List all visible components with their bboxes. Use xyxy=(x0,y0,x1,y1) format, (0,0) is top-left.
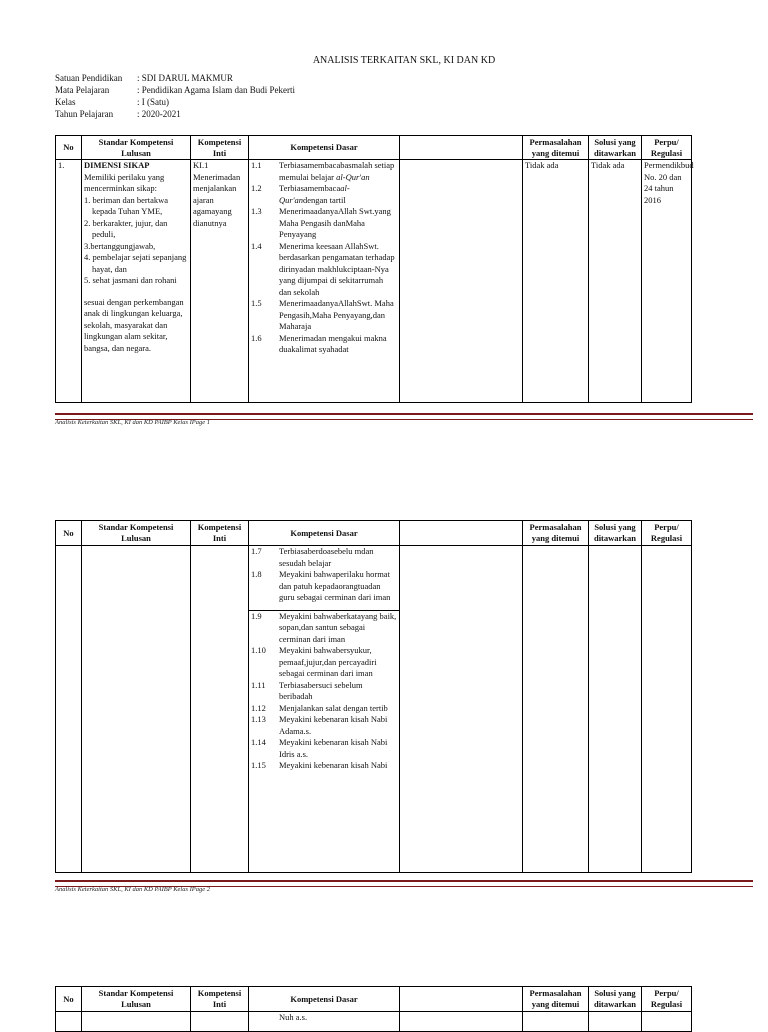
table-row xyxy=(56,546,692,873)
info-label: Mata Pelajaran xyxy=(55,85,110,95)
kd-number: 1.5 xyxy=(251,298,262,308)
ki-cell xyxy=(191,546,249,873)
header-ki: Kompetensi Inti xyxy=(191,136,249,160)
analysis-table-page-2 xyxy=(55,520,692,873)
kd-text: Nuh a.s. xyxy=(279,1012,308,1022)
info-row xyxy=(55,96,295,108)
header-permasalahan: Permasalahan yang ditemui xyxy=(523,987,589,1012)
kd-item xyxy=(251,160,397,183)
header-skl: Standar Kompetensi Lulusan xyxy=(82,136,191,160)
perpu-cell xyxy=(642,546,692,873)
blank-cell xyxy=(400,1012,523,1032)
header-skl: Standar Kompetensi Lulusan xyxy=(82,521,191,546)
header-kd: Kompetensi Dasar xyxy=(249,136,400,160)
header-skl: Standar Kompetensi Lulusan xyxy=(82,987,191,1012)
kd-number: 1.11 xyxy=(251,679,266,690)
kd-number: 1.13 xyxy=(251,714,266,724)
header-solusi: Solusi yang ditawarkan xyxy=(589,987,642,1012)
ki-cell xyxy=(191,1012,249,1032)
kd-text: Terbiasaberdoasebelu mdan sesudah belajar xyxy=(279,546,374,568)
info-label: Satuan Pendidikan xyxy=(55,73,123,83)
solusi-cell xyxy=(589,546,642,873)
header-permasalahan: Permasalahan yang ditemui xyxy=(523,521,589,546)
kd-number: 1.15 xyxy=(251,760,266,770)
header-solusi: Solusi yang ditawarkan xyxy=(589,136,642,160)
kd-text: Meyakini kebenaran kisah Nabi Adama.s. xyxy=(279,714,388,736)
skl-point: 1. beriman dan bertakwa kepada Tuhan YME, xyxy=(84,194,169,216)
header-kd: Kompetensi Dasar xyxy=(249,987,400,1012)
skl-outro: sesuai dengan perkembangan anak di lingkungan keluarga, sekolah, masyarakat dan lingkungan alam sekitar, bangsa, dan negara. xyxy=(84,296,184,353)
kd-text: Meyakini bahwabersyukur, pemaaf,jujur,dan percayadiri sebagai cerminan dari iman xyxy=(279,645,377,678)
kd-text: Menjalankan salat dengan tertib xyxy=(279,702,388,713)
row-number xyxy=(56,546,82,873)
kd-text: Terbiasabersuci sebelum beribadah xyxy=(279,679,363,701)
kd-text: Terbiasamembacaal-Qur'andengan tartil xyxy=(279,183,350,205)
kd-item xyxy=(251,569,397,604)
kd-item xyxy=(251,333,397,356)
header-perpu: Perpu/ Regulasi xyxy=(642,987,692,1012)
kd-number: 1.14 xyxy=(251,737,266,747)
skl-point: 2. berkarakter, jujur, dan peduli, xyxy=(84,217,168,239)
header-blank xyxy=(400,987,523,1012)
perpu-cell: Permendikbud No. 20 dan 24 tahun 2016 xyxy=(642,160,692,403)
kd-item xyxy=(251,714,397,737)
solusi-cell xyxy=(589,1012,642,1032)
info-value: : Pendidikan Agama Islam dan Budi Pekerti xyxy=(137,85,295,95)
kd-number: 1.4 xyxy=(251,240,262,251)
skl-intro: Memiliki perilaku yang mencerminkan sikap: xyxy=(84,171,165,193)
analysis-table-page-1 xyxy=(55,135,692,403)
kd-cell xyxy=(249,160,400,403)
kd-item xyxy=(251,611,397,646)
header-blank xyxy=(400,136,523,160)
info-value: : 2020-2021 xyxy=(137,109,181,119)
info-label: Tahun Pelajaran xyxy=(55,109,114,119)
kd-item xyxy=(251,241,397,299)
kd-item xyxy=(251,546,397,569)
skl-point: 5. sehat jasmani dan rohani xyxy=(84,275,177,285)
skl-title: DIMENSI SIKAP xyxy=(84,160,150,170)
table-header-row xyxy=(56,136,692,160)
kd-text: Meyakini kebenaran kisah Nabi Idris a.s. xyxy=(279,737,388,759)
document-title: ANALISIS TERKAITAN SKL, KI DAN KD xyxy=(312,55,496,66)
header-perpu: Perpu/ Regulasi xyxy=(642,521,692,546)
skl-cell xyxy=(82,546,191,873)
solusi-cell: Tidak ada xyxy=(589,160,642,403)
kd-number: 1.1 xyxy=(251,160,262,170)
page-footer: Analisis Keterkaitan SKL, KI dan KD PAIBP Kelas IPage 1 xyxy=(55,419,211,426)
kd-item xyxy=(251,760,397,772)
kd-item xyxy=(251,298,397,333)
blank-cell xyxy=(400,546,523,873)
kd-number: 1.12 xyxy=(251,702,266,713)
kd-cell xyxy=(249,546,400,873)
kd-cell xyxy=(249,1012,400,1032)
kd-text: MenerimaadanyaAllah Swt.yang Maha Pengasih danMaha Penyayang xyxy=(279,206,391,239)
perpu-cell xyxy=(642,1012,692,1032)
kd-text: Meyakini bahwaperilaku hormat dan patuh kepadaorangtuadan guru sebagai cerminan dari iman xyxy=(279,569,391,602)
row-number xyxy=(56,1012,82,1032)
permasalahan-cell: Tidak ada xyxy=(523,160,589,403)
ki-cell: KI.1 Menerimadan menjalankan ajaran agamayang dianutnya xyxy=(191,160,249,403)
header-kd: Kompetensi Dasar xyxy=(249,521,400,546)
page-footer: Analisis Keterkaitan SKL, KI dan KD PAIBP Kelas IPage 2 xyxy=(55,886,211,893)
kd-number: 1.9 xyxy=(251,610,262,621)
school-info xyxy=(55,72,295,120)
kd-item xyxy=(251,183,397,206)
blank-cell xyxy=(400,160,523,403)
table-header-row xyxy=(56,521,692,546)
info-row xyxy=(55,108,295,120)
header-perpu: Perpu/ Regulasi xyxy=(642,136,692,160)
skl-point: 4. pembelajar sejati sepanjang hayat, dan xyxy=(84,252,187,274)
kd-text: MenerimaadanyaAllahSwt. Maha Pengasih,Maha Penyayang,dan Maharaja xyxy=(279,298,394,331)
header-permasalahan: Permasalahan yang ditemui xyxy=(523,136,589,160)
kd-item xyxy=(251,645,397,680)
kd-item xyxy=(251,680,397,703)
kd-item xyxy=(251,1012,397,1024)
kd-text: Terbiasamembacabasmalah setiap memulai belajar al-Qur'an xyxy=(279,160,395,182)
info-row xyxy=(55,72,295,84)
kd-item xyxy=(251,737,397,760)
skl-cell xyxy=(82,1012,191,1032)
kd-number: 1.2 xyxy=(251,183,262,193)
table-row xyxy=(56,160,692,403)
kd-number: 1.3 xyxy=(251,206,262,216)
permasalahan-cell xyxy=(523,546,589,873)
permasalahan-cell xyxy=(523,1012,589,1032)
kd-number: 1.10 xyxy=(251,645,266,655)
analysis-table-page-3 xyxy=(55,986,692,1032)
kd-number: 1.8 xyxy=(251,569,262,579)
kd-number: 1.6 xyxy=(251,332,262,343)
info-label: Kelas xyxy=(55,97,76,107)
kd-text: Meyakini kebenaran kisah Nabi xyxy=(279,760,388,770)
header-solusi: Solusi yang ditawarkan xyxy=(589,521,642,546)
table-row xyxy=(56,1012,692,1032)
info-value: : I (Satu) xyxy=(137,97,169,107)
header-ki: Kompetensi Inti xyxy=(191,521,249,546)
kd-text: Meyakini bahwaberkatayang baik, sopan,dan santun sebagai cerminan dari iman xyxy=(279,610,397,644)
kd-item xyxy=(251,206,397,241)
header-no: No xyxy=(56,987,82,1012)
info-row xyxy=(55,84,295,96)
row-number: 1. xyxy=(56,160,82,403)
kd-text: Menerimadan mengakui makna duakalimat syahadat xyxy=(279,332,387,354)
table-header-row xyxy=(56,987,692,1012)
kd-number: 1.7 xyxy=(251,546,262,556)
kd-text: Menerima keesaan AllahSwt. berdasarkan pengamatan terhadap dirinyadan makhlukciptaan-Nya yang dijumpai di sekitarrumah dan sekolah xyxy=(279,240,395,297)
kd-item xyxy=(251,703,397,715)
header-no: No xyxy=(56,136,82,160)
skl-point: 3.bertanggungjawab, xyxy=(84,240,156,251)
header-ki: Kompetensi Inti xyxy=(191,987,249,1012)
skl-cell xyxy=(82,160,191,403)
header-no: No xyxy=(56,521,82,546)
header-blank xyxy=(400,521,523,546)
info-value: : SDI DARUL MAKMUR xyxy=(137,73,233,83)
